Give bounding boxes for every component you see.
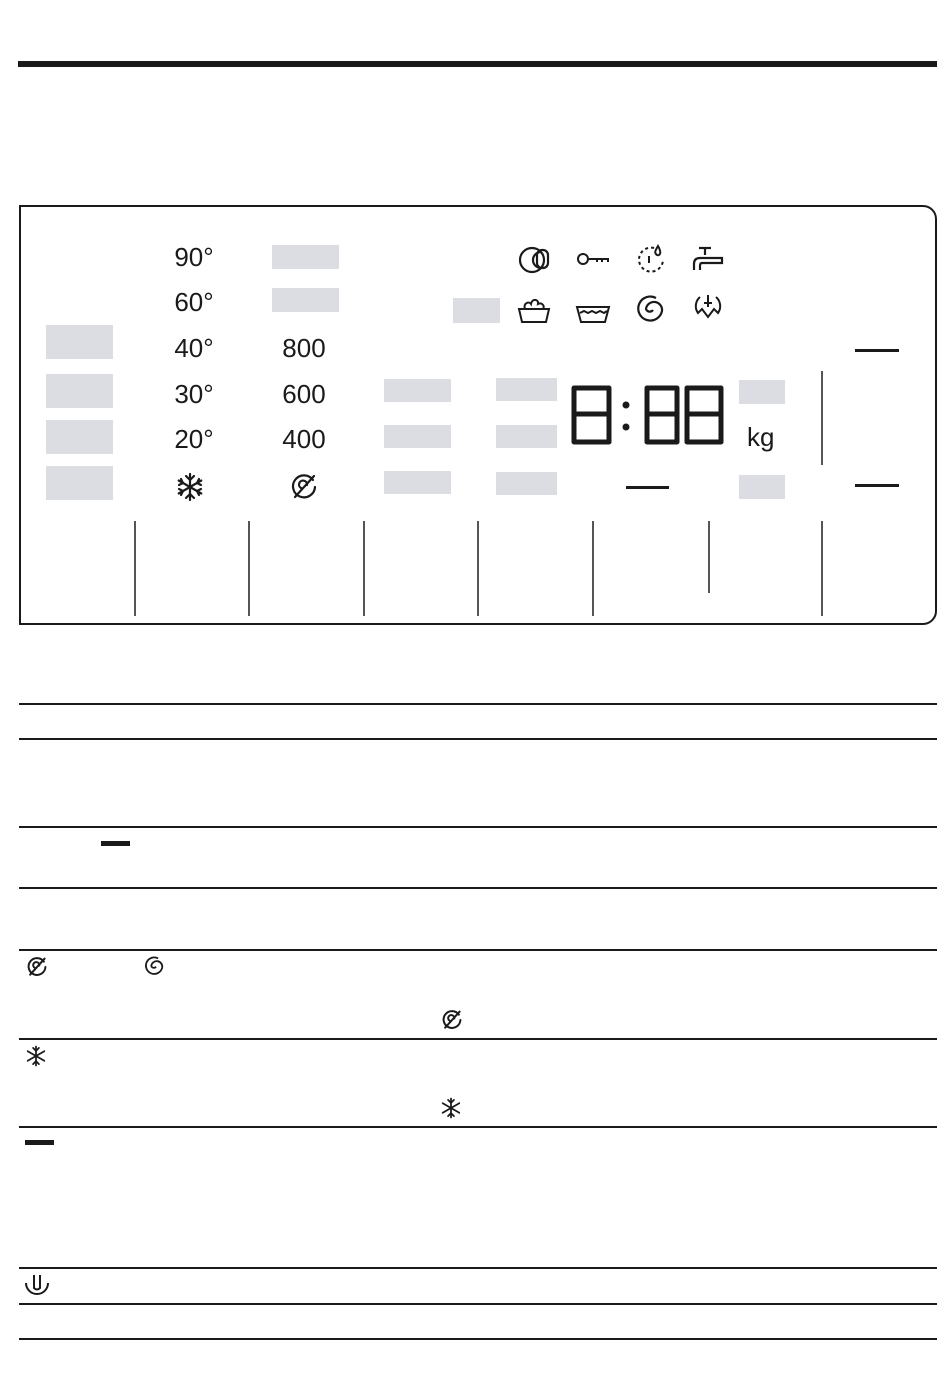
option-box-2: [384, 425, 451, 448]
table-rule: [19, 1126, 937, 1128]
temp-30: 30°: [174, 379, 214, 409]
table-rule: [19, 738, 937, 740]
prewash-icon: [516, 293, 552, 325]
table-rule: [19, 1338, 937, 1340]
allergy-icon: [692, 291, 724, 325]
display-divider: [821, 371, 823, 465]
weight-unit: kg: [747, 422, 775, 452]
snowflake-icon: [175, 472, 205, 502]
option-box-4: [496, 378, 557, 401]
spiral-icon: [143, 955, 165, 977]
no-spin-icon: [287, 470, 321, 504]
top-rule: [18, 61, 937, 67]
divider-2: [248, 521, 250, 616]
table-rule: [19, 887, 937, 889]
spin-spiral-icon: [634, 293, 666, 325]
right-dash-bottom: [855, 484, 899, 487]
drain-hose-icon: [24, 1273, 50, 1297]
spin-600: 600: [282, 379, 326, 409]
display-dash: [626, 486, 669, 489]
divider-1: [134, 521, 136, 616]
divider-3: [363, 521, 365, 616]
snowflake-icon: [25, 1045, 47, 1067]
temp-40: 40°: [174, 333, 214, 363]
temp-60: 60°: [174, 287, 214, 317]
minus-bar-icon: [101, 841, 130, 846]
weight-box-1: [739, 380, 785, 404]
spin-box-2: [272, 288, 339, 312]
divider-4: [477, 521, 479, 616]
table-rule: [19, 949, 937, 951]
temp-20: 20°: [174, 424, 214, 454]
water-drop-timer-icon: [634, 243, 668, 277]
program-button-1[interactable]: [46, 325, 113, 359]
spin-400: 400: [282, 424, 326, 454]
indicator-box: [453, 298, 500, 323]
table-rule: [19, 1303, 937, 1305]
door-lock-icon: [576, 250, 610, 268]
weight-box-2: [739, 475, 785, 499]
table-rule: [19, 703, 937, 705]
tap-icon: [691, 244, 725, 274]
option-box-5: [496, 425, 557, 448]
option-box-6: [496, 472, 557, 495]
spin-box-1: [272, 245, 339, 269]
wash-tub-icon: [575, 302, 611, 326]
no-spin-icon: [439, 1007, 465, 1033]
divider-7: [821, 521, 823, 616]
rinse-hold-icon: [517, 242, 553, 276]
option-box-3: [384, 471, 451, 494]
snowflake-icon: [440, 1097, 462, 1119]
table-rule: [19, 826, 937, 828]
program-button-4[interactable]: [46, 466, 113, 500]
spin-800: 800: [282, 333, 326, 363]
no-spin-icon: [24, 954, 50, 980]
divider-6: [708, 521, 710, 593]
right-dash-top: [855, 349, 899, 352]
time-display: [569, 383, 727, 449]
temp-90: 90°: [174, 242, 214, 272]
table-rule: [19, 1267, 937, 1269]
option-box-1: [384, 379, 451, 402]
table-rule: [19, 1038, 937, 1040]
divider-5: [592, 521, 594, 616]
program-button-3[interactable]: [46, 420, 113, 454]
program-button-2[interactable]: [46, 374, 113, 408]
minus-bar-icon: [25, 1140, 54, 1145]
